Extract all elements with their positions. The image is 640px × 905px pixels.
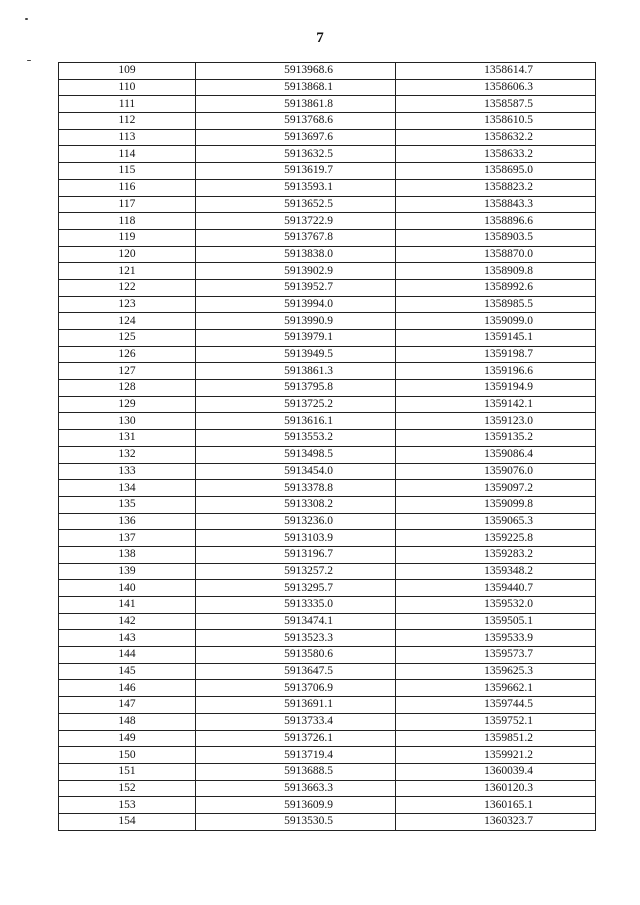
- table-row: [59, 446, 596, 463]
- point-number-cell: 125: [59, 330, 196, 347]
- y-coordinate-cell: 1359625.3: [395, 663, 595, 680]
- table-row: [59, 763, 596, 780]
- scan-speck: [25, 18, 28, 20]
- x-coordinate-cell: 5913706.9: [195, 680, 395, 697]
- x-coordinate-cell: 5913553.2: [195, 430, 395, 447]
- y-coordinate-cell: 1358614.7: [395, 63, 595, 80]
- table-row: [59, 196, 596, 213]
- point-number-cell: 111: [59, 96, 196, 113]
- point-number-cell: 136: [59, 513, 196, 530]
- table-row: [59, 463, 596, 480]
- x-coordinate-cell: 5913868.1: [195, 79, 395, 96]
- x-coordinate-cell: 5913861.3: [195, 363, 395, 380]
- point-number-cell: 137: [59, 530, 196, 547]
- point-number-cell: 122: [59, 279, 196, 296]
- table-row: [59, 630, 596, 647]
- table-row: [59, 63, 596, 80]
- y-coordinate-cell: 1360120.3: [395, 780, 595, 797]
- table-row: [59, 663, 596, 680]
- y-coordinate-cell: 1358843.3: [395, 196, 595, 213]
- y-coordinate-cell: 1359440.7: [395, 580, 595, 597]
- x-coordinate-cell: 5913952.7: [195, 279, 395, 296]
- x-coordinate-cell: 5913236.0: [195, 513, 395, 530]
- table-row: [59, 530, 596, 547]
- y-coordinate-cell: 1358985.5: [395, 296, 595, 313]
- table-row: [59, 263, 596, 280]
- point-number-cell: 146: [59, 680, 196, 697]
- point-number-cell: 153: [59, 797, 196, 814]
- x-coordinate-cell: 5913652.5: [195, 196, 395, 213]
- table-row: [59, 396, 596, 413]
- point-number-cell: 140: [59, 580, 196, 597]
- table-row: [59, 79, 596, 96]
- point-number-cell: 120: [59, 246, 196, 263]
- x-coordinate-cell: 5913647.5: [195, 663, 395, 680]
- y-coordinate-cell: 1359097.2: [395, 480, 595, 497]
- table-row: [59, 146, 596, 163]
- y-coordinate-cell: 1358633.2: [395, 146, 595, 163]
- x-coordinate-cell: 5913454.0: [195, 463, 395, 480]
- y-coordinate-cell: 1359283.2: [395, 546, 595, 563]
- x-coordinate-cell: 5913663.3: [195, 780, 395, 797]
- point-number-cell: 138: [59, 546, 196, 563]
- point-number-cell: 114: [59, 146, 196, 163]
- table-row: [59, 563, 596, 580]
- point-number-cell: 143: [59, 630, 196, 647]
- table-row: [59, 496, 596, 513]
- table-row: [59, 730, 596, 747]
- x-coordinate-cell: 5913523.3: [195, 630, 395, 647]
- point-number-cell: 131: [59, 430, 196, 447]
- x-coordinate-cell: 5913580.6: [195, 647, 395, 664]
- y-coordinate-cell: 1359573.7: [395, 647, 595, 664]
- x-coordinate-cell: 5913688.5: [195, 763, 395, 780]
- y-coordinate-cell: 1359921.2: [395, 747, 595, 764]
- y-coordinate-cell: 1358587.5: [395, 96, 595, 113]
- table-row: [59, 129, 596, 146]
- table-row: [59, 780, 596, 797]
- x-coordinate-cell: 5913733.4: [195, 713, 395, 730]
- x-coordinate-cell: 5913308.2: [195, 496, 395, 513]
- point-number-cell: 142: [59, 613, 196, 630]
- x-coordinate-cell: 5913902.9: [195, 263, 395, 280]
- point-number-cell: 115: [59, 163, 196, 180]
- x-coordinate-cell: 5913968.6: [195, 63, 395, 80]
- x-coordinate-cell: 5913768.6: [195, 113, 395, 130]
- point-number-cell: 113: [59, 129, 196, 146]
- x-coordinate-cell: 5913616.1: [195, 413, 395, 430]
- table-row: [59, 613, 596, 630]
- table-row: [59, 313, 596, 330]
- y-coordinate-cell: 1359505.1: [395, 613, 595, 630]
- x-coordinate-cell: 5913949.5: [195, 346, 395, 363]
- point-number-cell: 133: [59, 463, 196, 480]
- y-coordinate-cell: 1359225.8: [395, 530, 595, 547]
- table-row: [59, 480, 596, 497]
- x-coordinate-cell: 5913979.1: [195, 330, 395, 347]
- point-number-cell: 129: [59, 396, 196, 413]
- x-coordinate-cell: 5913697.6: [195, 129, 395, 146]
- point-number-cell: 152: [59, 780, 196, 797]
- scan-speck: [27, 60, 31, 61]
- table-row: [59, 713, 596, 730]
- point-number-cell: 110: [59, 79, 196, 96]
- y-coordinate-cell: 1358823.2: [395, 179, 595, 196]
- coordinates-table: [58, 62, 596, 831]
- x-coordinate-cell: 5913795.8: [195, 380, 395, 397]
- point-number-cell: 124: [59, 313, 196, 330]
- x-coordinate-cell: 5913719.4: [195, 747, 395, 764]
- y-coordinate-cell: 1358903.5: [395, 229, 595, 246]
- point-number-cell: 116: [59, 179, 196, 196]
- table-row: [59, 697, 596, 714]
- y-coordinate-cell: 1359662.1: [395, 680, 595, 697]
- x-coordinate-cell: 5913725.2: [195, 396, 395, 413]
- y-coordinate-cell: 1359065.3: [395, 513, 595, 530]
- y-coordinate-cell: 1359076.0: [395, 463, 595, 480]
- x-coordinate-cell: 5913378.8: [195, 480, 395, 497]
- point-number-cell: 134: [59, 480, 196, 497]
- table-row: [59, 296, 596, 313]
- y-coordinate-cell: 1359142.1: [395, 396, 595, 413]
- table-row: [59, 430, 596, 447]
- table-row: [59, 363, 596, 380]
- point-number-cell: 118: [59, 213, 196, 230]
- point-number-cell: 151: [59, 763, 196, 780]
- table-row: [59, 246, 596, 263]
- y-coordinate-cell: 1359744.5: [395, 697, 595, 714]
- x-coordinate-cell: 5913474.1: [195, 613, 395, 630]
- point-number-cell: 144: [59, 647, 196, 664]
- point-number-cell: 149: [59, 730, 196, 747]
- y-coordinate-cell: 1358606.3: [395, 79, 595, 96]
- table-row: [59, 813, 596, 830]
- y-coordinate-cell: 1359851.2: [395, 730, 595, 747]
- table-row: [59, 279, 596, 296]
- point-number-cell: 119: [59, 229, 196, 246]
- point-number-cell: 141: [59, 597, 196, 614]
- table-row: [59, 797, 596, 814]
- x-coordinate-cell: 5913295.7: [195, 580, 395, 597]
- table-row: [59, 647, 596, 664]
- point-number-cell: 150: [59, 747, 196, 764]
- y-coordinate-cell: 1359533.9: [395, 630, 595, 647]
- table-row: [59, 747, 596, 764]
- y-coordinate-cell: 1358909.8: [395, 263, 595, 280]
- y-coordinate-cell: 1359348.2: [395, 563, 595, 580]
- coordinates-table-body: [59, 63, 596, 831]
- point-number-cell: 117: [59, 196, 196, 213]
- point-number-cell: 139: [59, 563, 196, 580]
- point-number-cell: 130: [59, 413, 196, 430]
- x-coordinate-cell: 5913861.8: [195, 96, 395, 113]
- x-coordinate-cell: 5913257.2: [195, 563, 395, 580]
- point-number-cell: 123: [59, 296, 196, 313]
- y-coordinate-cell: 1359099.8: [395, 496, 595, 513]
- x-coordinate-cell: 5913619.7: [195, 163, 395, 180]
- y-coordinate-cell: 1358992.6: [395, 279, 595, 296]
- x-coordinate-cell: 5913722.9: [195, 213, 395, 230]
- y-coordinate-cell: 1360039.4: [395, 763, 595, 780]
- table-row: [59, 580, 596, 597]
- table-row: [59, 680, 596, 697]
- y-coordinate-cell: 1359194.9: [395, 380, 595, 397]
- y-coordinate-cell: 1359099.0: [395, 313, 595, 330]
- y-coordinate-cell: 1359145.1: [395, 330, 595, 347]
- table-row: [59, 113, 596, 130]
- y-coordinate-cell: 1358632.2: [395, 129, 595, 146]
- x-coordinate-cell: 5913838.0: [195, 246, 395, 263]
- y-coordinate-cell: 1360323.7: [395, 813, 595, 830]
- table-row: [59, 513, 596, 530]
- point-number-cell: 147: [59, 697, 196, 714]
- x-coordinate-cell: 5913632.5: [195, 146, 395, 163]
- y-coordinate-cell: 1359532.0: [395, 597, 595, 614]
- point-number-cell: 128: [59, 380, 196, 397]
- point-number-cell: 126: [59, 346, 196, 363]
- table-row: [59, 163, 596, 180]
- table-row: [59, 213, 596, 230]
- page-number: 7: [316, 30, 324, 46]
- x-coordinate-cell: 5913335.0: [195, 597, 395, 614]
- table-row: [59, 96, 596, 113]
- point-number-cell: 154: [59, 813, 196, 830]
- y-coordinate-cell: 1358610.5: [395, 113, 595, 130]
- point-number-cell: 109: [59, 63, 196, 80]
- table-row: [59, 380, 596, 397]
- y-coordinate-cell: 1358695.0: [395, 163, 595, 180]
- x-coordinate-cell: 5913498.5: [195, 446, 395, 463]
- table-row: [59, 179, 596, 196]
- point-number-cell: 148: [59, 713, 196, 730]
- y-coordinate-cell: 1359135.2: [395, 430, 595, 447]
- x-coordinate-cell: 5913196.7: [195, 546, 395, 563]
- x-coordinate-cell: 5913593.1: [195, 179, 395, 196]
- x-coordinate-cell: 5913767.8: [195, 229, 395, 246]
- point-number-cell: 145: [59, 663, 196, 680]
- x-coordinate-cell: 5913103.9: [195, 530, 395, 547]
- table-row: [59, 229, 596, 246]
- table-row: [59, 346, 596, 363]
- x-coordinate-cell: 5913609.9: [195, 797, 395, 814]
- y-coordinate-cell: 1359752.1: [395, 713, 595, 730]
- y-coordinate-cell: 1359123.0: [395, 413, 595, 430]
- x-coordinate-cell: 5913726.1: [195, 730, 395, 747]
- x-coordinate-cell: 5913994.0: [195, 296, 395, 313]
- y-coordinate-cell: 1359196.6: [395, 363, 595, 380]
- table-row: [59, 546, 596, 563]
- point-number-cell: 112: [59, 113, 196, 130]
- point-number-cell: 121: [59, 263, 196, 280]
- x-coordinate-cell: 5913691.1: [195, 697, 395, 714]
- x-coordinate-cell: 5913990.9: [195, 313, 395, 330]
- point-number-cell: 132: [59, 446, 196, 463]
- table-row: [59, 597, 596, 614]
- point-number-cell: 127: [59, 363, 196, 380]
- y-coordinate-cell: 1358870.0: [395, 246, 595, 263]
- y-coordinate-cell: 1359198.7: [395, 346, 595, 363]
- y-coordinate-cell: 1359086.4: [395, 446, 595, 463]
- y-coordinate-cell: 1360165.1: [395, 797, 595, 814]
- table-row: [59, 413, 596, 430]
- y-coordinate-cell: 1358896.6: [395, 213, 595, 230]
- point-number-cell: 135: [59, 496, 196, 513]
- x-coordinate-cell: 5913530.5: [195, 813, 395, 830]
- table-row: [59, 330, 596, 347]
